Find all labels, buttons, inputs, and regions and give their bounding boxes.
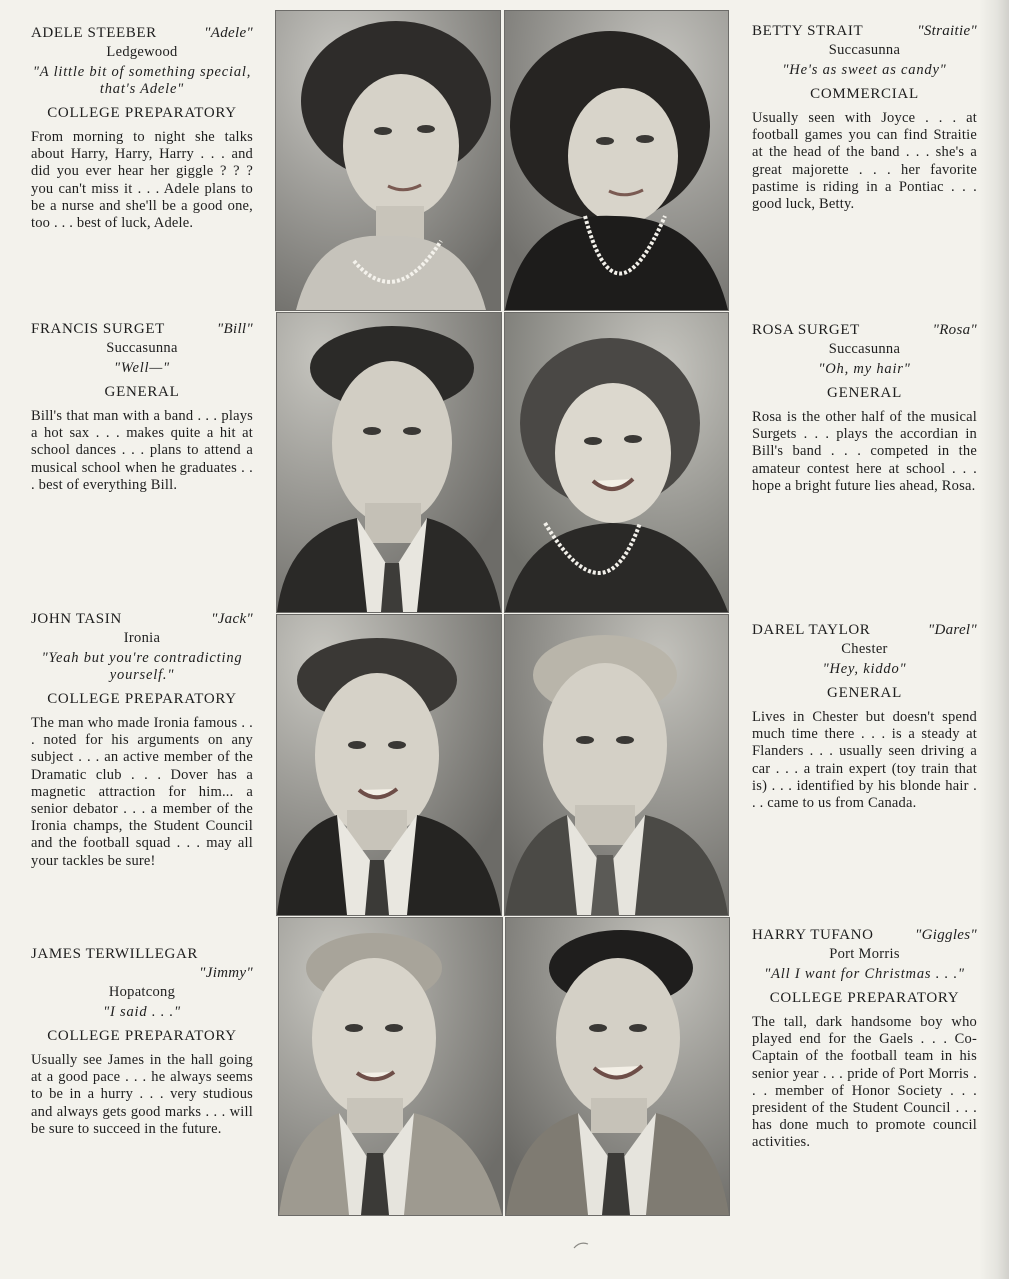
- student-name: ADELE STEEBER: [31, 25, 157, 41]
- portrait-betty-strait: [504, 10, 729, 311]
- student-nickname: "Jack": [211, 611, 253, 627]
- student-entry-rosa-surget: [752, 321, 977, 495]
- student-name: JAMES TERWILLEGAR: [31, 946, 199, 962]
- student-town: Hopatcong: [108, 984, 176, 1000]
- portrait-darel-taylor: [504, 614, 729, 916]
- student-bio: Usually seen with Joyce . . . at football games you can find Straitie at the head of the band . . . she's a great majorette . . . her favorite pastime is riding in a Pontiac . . . good luck, Betty.: [752, 110, 977, 213]
- portrait-adele-steeber: [275, 10, 501, 311]
- student-quote: "A little bit of something special, that's Adele": [32, 64, 252, 97]
- student-name: BETTY STRAIT: [752, 23, 864, 39]
- student-nickname: "Giggles": [915, 927, 977, 943]
- student-bio: From morning to night she talks about Harry, Harry, Harry . . . and did you ever hear her giggle ? ? ? you can't miss it . . . Adele plans to be a nurse and she'll be a good one, too . . . best of luck, Adele.: [31, 129, 253, 232]
- student-bio: The man who made Ironia famous . . . noted for his arguments on any subject . . . an active member of the Dramatic club . . . Dover has a magnetic attraction for him... a senior debator . . . a member of the Ironia champs, the Student Council and the football squad . . . may all your tackles be sure!: [31, 715, 253, 869]
- student-name: ROSA SURGET: [752, 322, 860, 338]
- student-course: GENERAL: [104, 384, 180, 400]
- student-town: Succasunna: [106, 340, 178, 356]
- portrait-rosa-surget: [504, 312, 729, 613]
- student-bio: Bill's that man with a band . . . plays a hot sax . . . makes quite a hit at school dances . . . plans to attend a musical school when he graduates . . . best of everything Bill.: [31, 408, 253, 493]
- student-bio: Usually see James in the hall going at a good pace . . . he always seems to be in a hurry . . . very studious and always gets good marks . . . will be sure to succeed in the future.: [31, 1052, 253, 1137]
- student-quote: "Hey, kiddo": [822, 661, 907, 677]
- student-quote: "He's as sweet as candy": [782, 62, 947, 78]
- student-nickname: "Rosa": [932, 322, 977, 338]
- student-quote: "Well—": [114, 360, 170, 376]
- student-quote: "Yeah but you're contradicting yourself.": [41, 650, 243, 683]
- student-course: GENERAL: [827, 385, 902, 401]
- student-nickname: "Darel": [927, 622, 977, 638]
- portrait-james-terwillegar: [278, 917, 503, 1216]
- student-quote: "I said . . .": [103, 1004, 181, 1020]
- student-nickname: "Adele": [204, 25, 253, 41]
- student-nickname: "Jimmy": [199, 965, 253, 981]
- student-entry-harry-tufano: [752, 926, 977, 1152]
- student-bio: Lives in Chester but doesn't spend much time there . . . is a steady at Flanders . . . usually seen driving a car . . . a train expert (toy train that is) . . . identified by his blonde hair . . . came to us from Canada.: [752, 709, 977, 812]
- student-nickname: "Straitie": [917, 23, 977, 39]
- page-mark: [572, 1240, 592, 1250]
- student-name: JOHN TASIN: [31, 611, 122, 627]
- student-course: COLLEGE PREPARATORY: [47, 691, 237, 707]
- student-entry-francis-surget: [31, 320, 253, 494]
- student-quote: "Oh, my hair": [818, 361, 911, 377]
- student-town: Succasunna: [828, 42, 901, 58]
- student-course: COLLEGE PREPARATORY: [47, 1028, 237, 1044]
- student-course: COMMERCIAL: [810, 86, 919, 102]
- student-bio: Rosa is the other half of the musical Surgets . . . plays the accordian in Bill's band . . . competed in the amateur contest here at school . . . hope a bright future lies ahead, Rosa.: [752, 409, 977, 494]
- student-course: COLLEGE PREPARATORY: [47, 105, 237, 121]
- student-course: GENERAL: [827, 685, 902, 701]
- student-course: COLLEGE PREPARATORY: [769, 990, 960, 1006]
- student-entry-john-tasin: [31, 610, 253, 870]
- portrait-john-tasin: [276, 614, 502, 916]
- student-entry-james-terwillegar: [31, 945, 253, 1138]
- student-bio: The tall, dark handsome boy who played end for the Gaels . . . Co-Captain of the football team in his senior year . . . pride of Port Morris . . . member of Honor Society . . . president of the Student Council . . . has done much to promote council activities.: [752, 1014, 977, 1151]
- student-name: FRANCIS SURGET: [31, 321, 165, 337]
- student-entry-adele-steeber: [31, 24, 253, 232]
- student-town: Chester: [841, 641, 888, 657]
- student-entry-darel-taylor: [752, 621, 977, 812]
- student-town: Ledgewood: [106, 44, 178, 60]
- portrait-harry-tufano: [505, 917, 730, 1216]
- student-town: Port Morris: [829, 946, 900, 962]
- student-quote: "All I want for Christmas . . .": [764, 966, 965, 982]
- student-town: Succasunna: [828, 341, 901, 357]
- portrait-francis-surget: [276, 312, 502, 613]
- student-name: HARRY TUFANO: [752, 927, 874, 943]
- student-entry-betty-strait: [752, 22, 977, 213]
- student-name: DAREL TAYLOR: [752, 622, 871, 638]
- student-nickname: "Bill": [216, 321, 253, 337]
- student-town: Ironia: [123, 630, 161, 646]
- book-spine-shadow: [979, 0, 1009, 1279]
